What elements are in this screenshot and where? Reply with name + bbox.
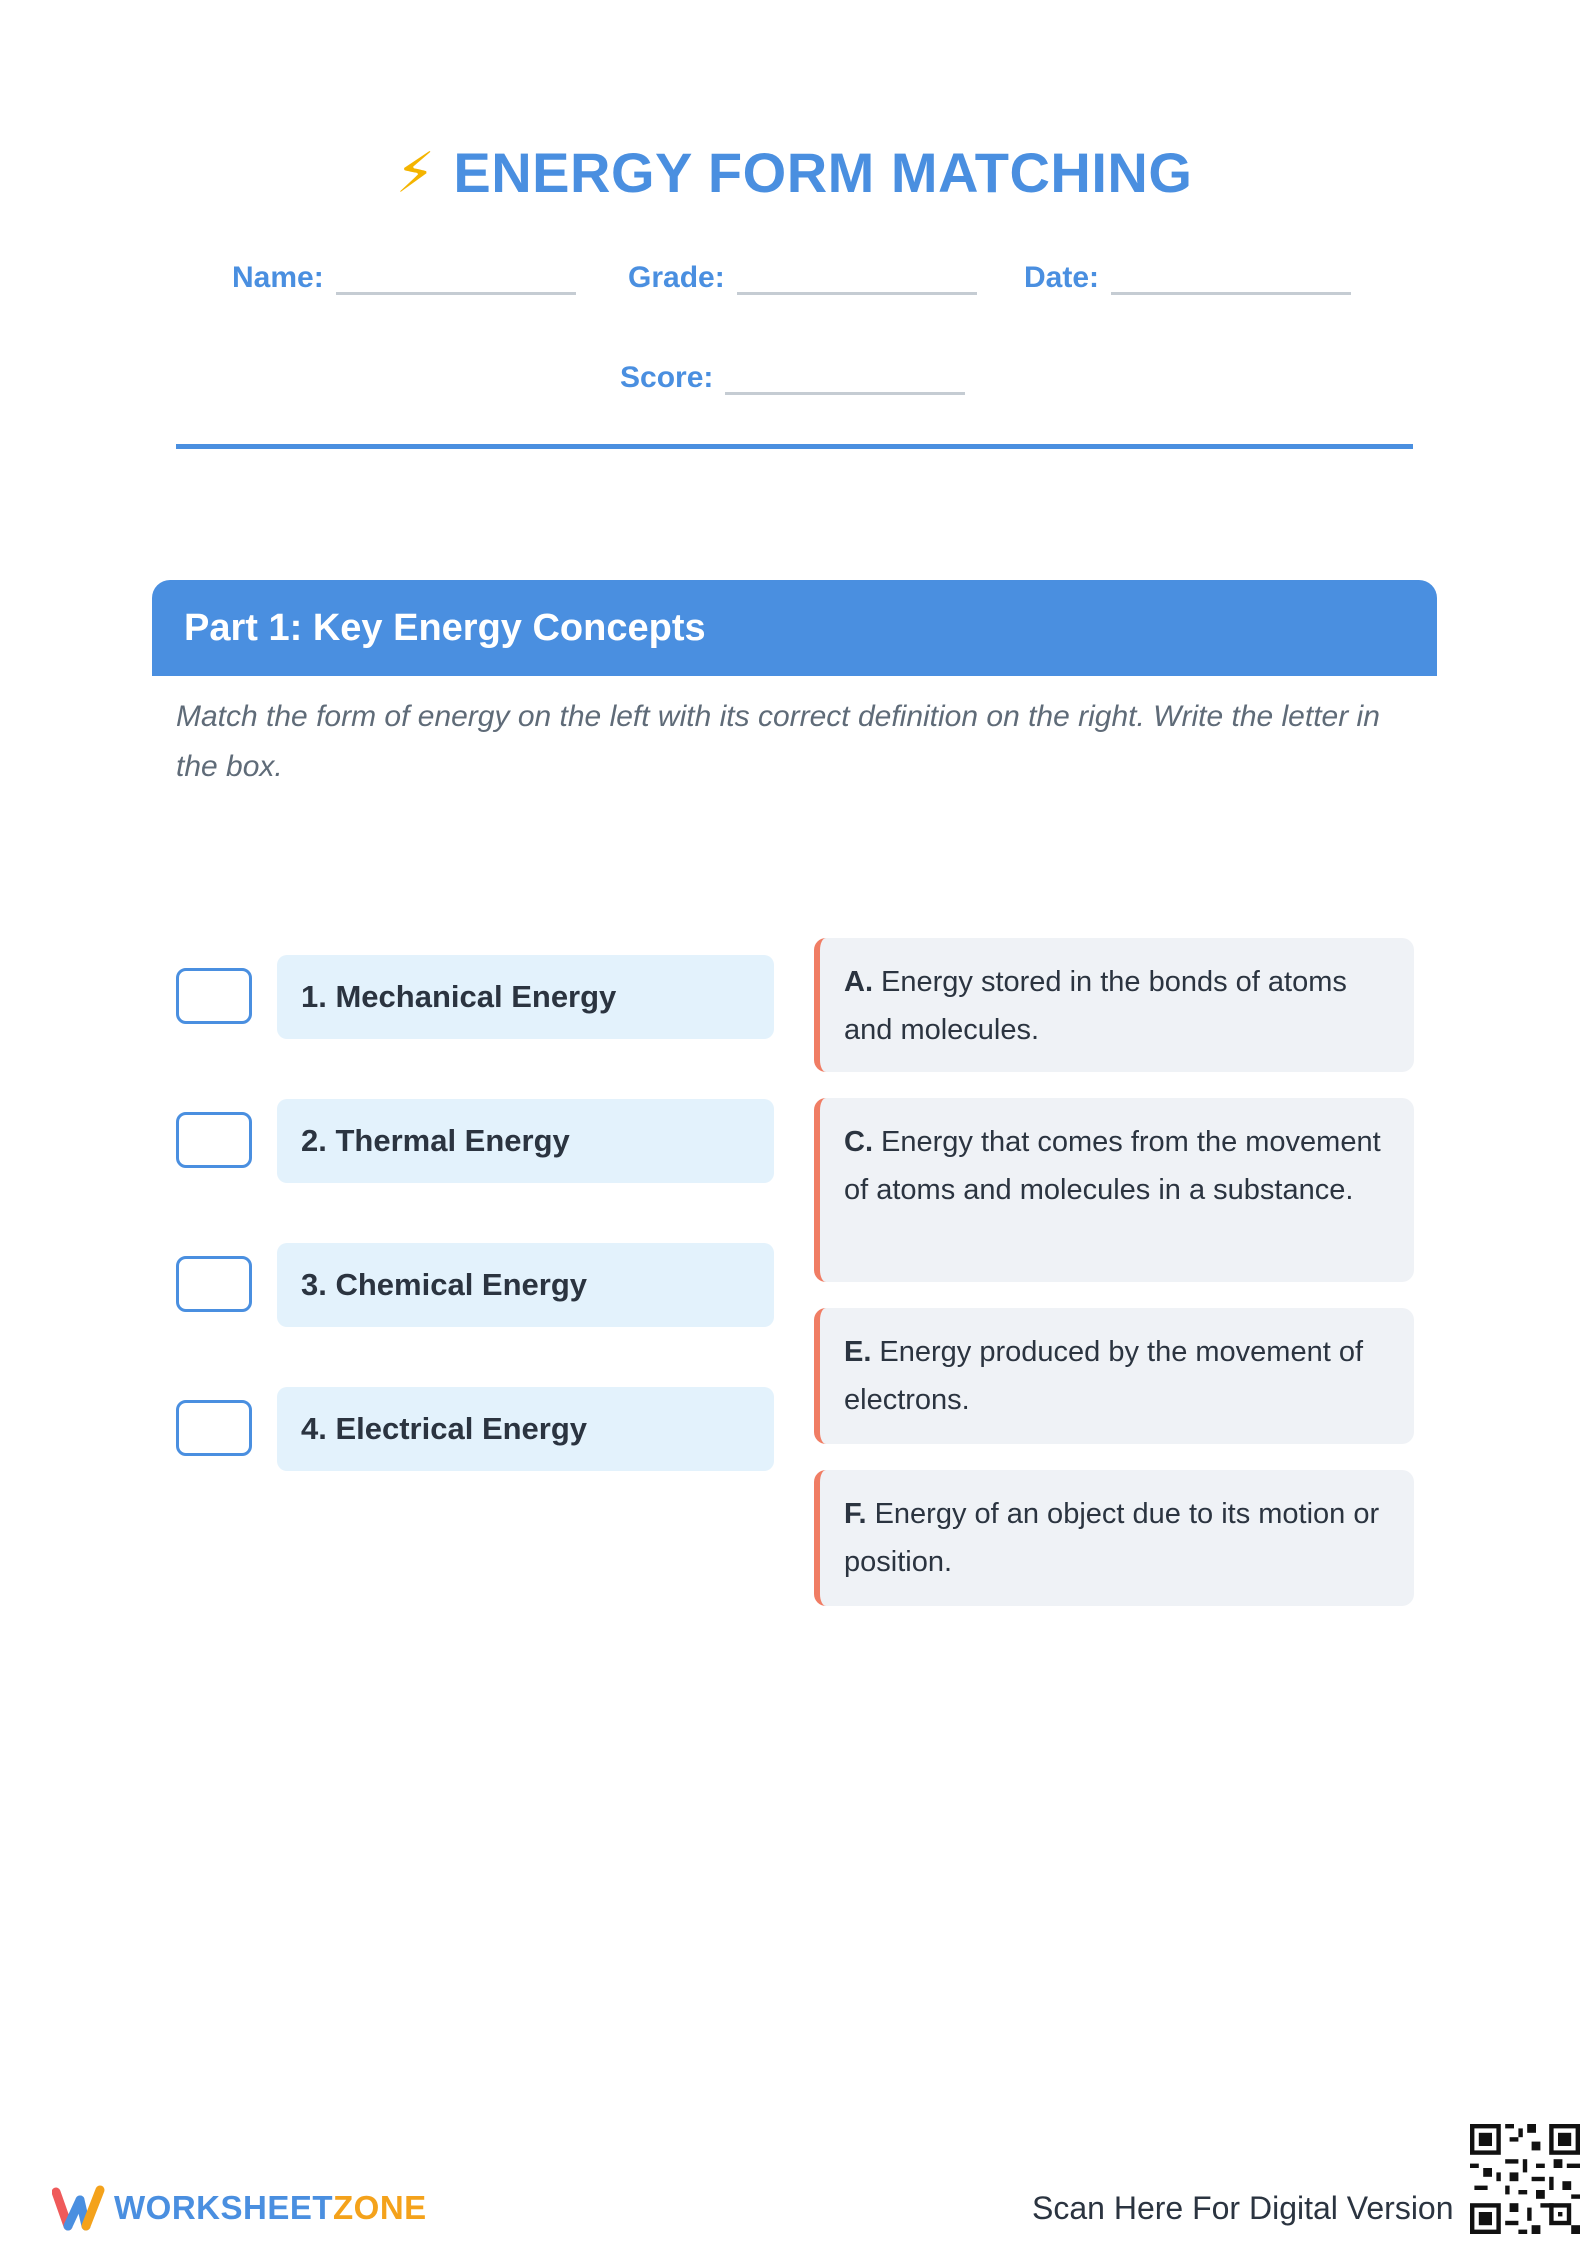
qr-code-icon[interactable]: [1470, 2124, 1580, 2234]
date-input-line[interactable]: [1111, 258, 1351, 295]
definition-text: Energy of an object due to its motion or position.: [844, 1498, 1380, 1578]
name-label: Name:: [232, 261, 324, 294]
brand-name: WORKSHEETZONE: [114, 2189, 427, 2226]
definition-text: Energy produced by the movement of electrons.: [844, 1336, 1364, 1416]
date-label: Date:: [1024, 261, 1100, 294]
definition-item: [814, 938, 1414, 1072]
definition-letter: E.: [844, 1336, 872, 1368]
name-field: [232, 258, 576, 295]
lightning-bolt-icon: ⚡: [395, 141, 436, 204]
definition-item: [814, 1308, 1414, 1444]
answer-box-4[interactable]: [176, 1400, 252, 1456]
part1-instructions: Match the form of energy on the left with its correct definition on the right. Write the letter in the box.: [176, 700, 1380, 783]
score-label: Score:: [620, 361, 714, 394]
title-text: ENERGY FORM MATCHING: [453, 141, 1193, 204]
answer-box-1[interactable]: [176, 968, 252, 1024]
term-item: 3. Chemical Energy: [277, 1243, 774, 1327]
grade-label: Grade:: [628, 261, 725, 294]
worksheetzone-logo: [52, 2182, 427, 2234]
worksheet-title: [0, 140, 1588, 206]
definition-letter: C.: [844, 1126, 873, 1158]
term-item: 2. Thermal Energy: [277, 1099, 774, 1183]
part1-heading: Part 1: Key Energy Concepts: [152, 580, 1437, 676]
grade-input-line[interactable]: [737, 258, 977, 295]
score-field: [620, 358, 965, 395]
answer-box-3[interactable]: [176, 1256, 252, 1312]
definition-item: [814, 1098, 1414, 1282]
term-item: 4. Electrical Energy: [277, 1387, 774, 1471]
name-input-line[interactable]: [336, 258, 576, 295]
answer-box-2[interactable]: [176, 1112, 252, 1168]
worksheetzone-mark-icon: [52, 2182, 106, 2234]
grade-field: [628, 258, 977, 295]
definition-letter: A.: [844, 966, 873, 998]
scan-caption: Scan Here For Digital Version: [1032, 2190, 1454, 2226]
definition-text: Energy stored in the bonds of atoms and molecules.: [844, 966, 1347, 1046]
term-item: 1. Mechanical Energy: [277, 955, 774, 1039]
score-input-line[interactable]: [725, 358, 965, 395]
definition-text: Energy that comes from the movement of atoms and molecules in a substance.: [844, 1126, 1381, 1206]
date-field: [1024, 258, 1351, 295]
header-divider: [176, 444, 1413, 449]
definition-item: [814, 1470, 1414, 1606]
definition-letter: F.: [844, 1498, 867, 1530]
